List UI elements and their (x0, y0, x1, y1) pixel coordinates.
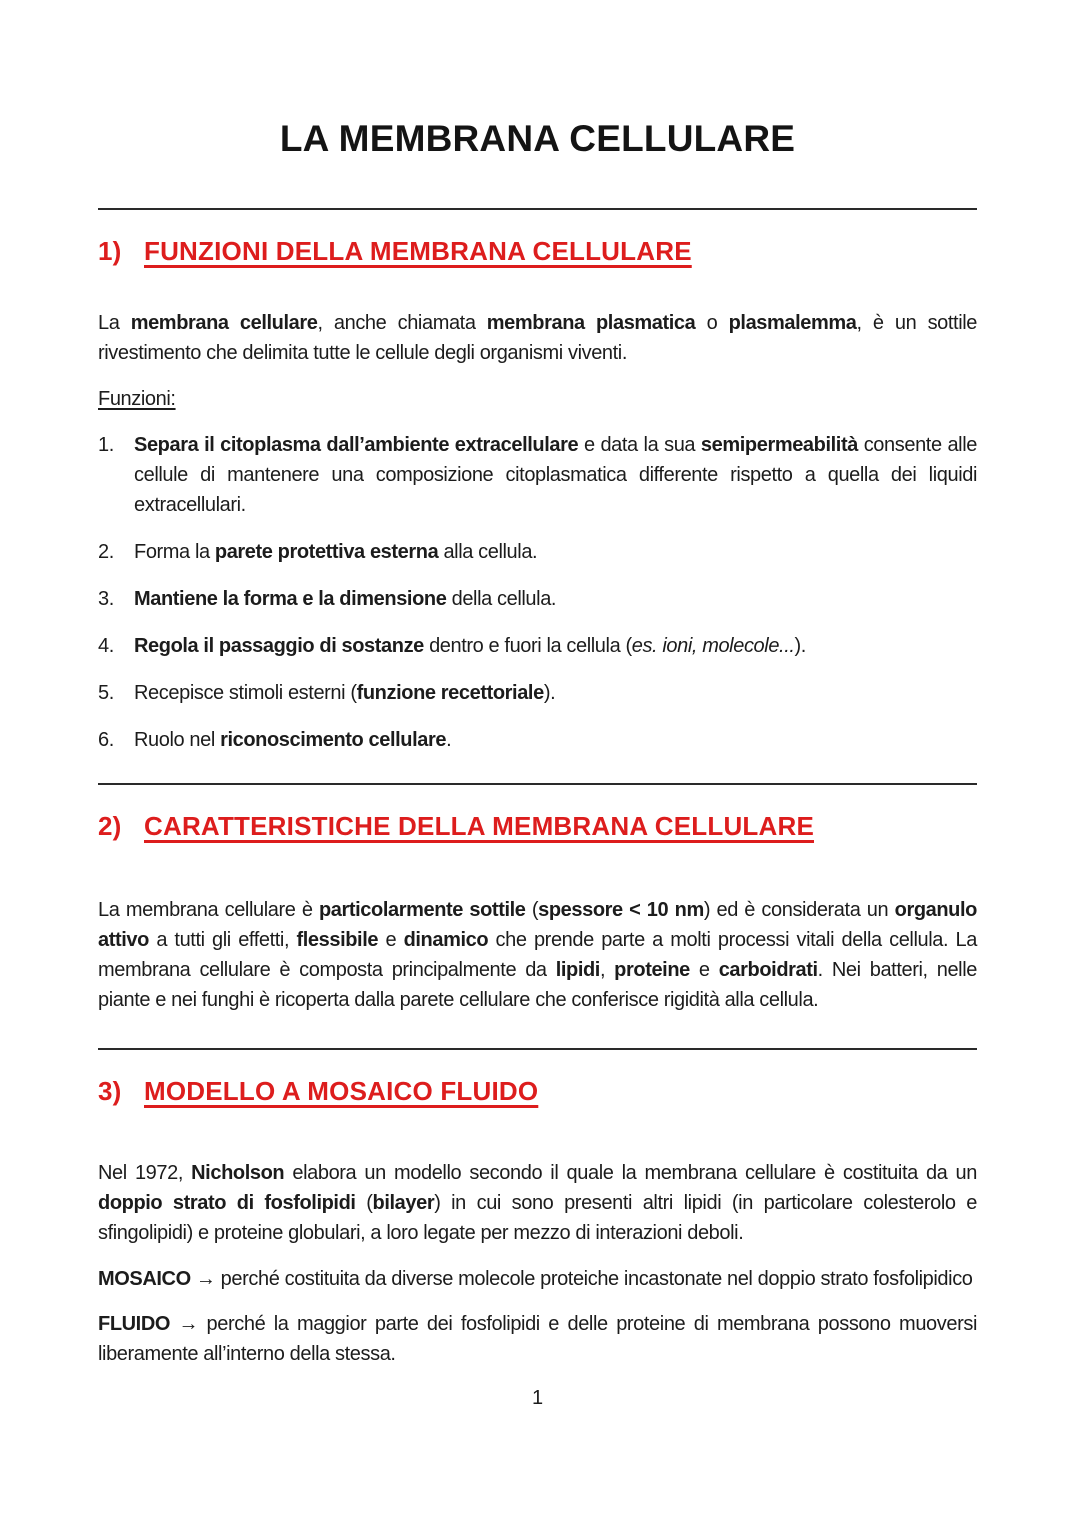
section-2-heading (98, 809, 977, 843)
list-item-1 (98, 430, 977, 520)
section-1-intro-paragraph: La membrana cellulare, anche chiamata membrana plasmatica o plasmalemma, è un sottile rivestimento che delimita tutte le cellule degli organismi viventi. (98, 312, 978, 364)
page-title: LA MEMBRANA CELLULARE (279, 118, 796, 159)
list-item-4-text: Regola il passaggio di sostanze dentro e fuori la cellula (es. ioni, molecole...). (134, 635, 806, 657)
section-3-number: 3) (98, 1076, 122, 1106)
horizontal-rule-1 (98, 208, 977, 210)
section-3-heading (98, 1074, 977, 1108)
list-item-4 (98, 631, 977, 661)
section-2-number: 2) (98, 811, 122, 841)
list-item-2-number: 2. (98, 541, 114, 563)
list-item-5 (98, 678, 977, 708)
section-2-title: CARATTERISTICHE DELLA MEMBRANA CELLULARE (144, 811, 814, 841)
list-item-3-text: Mantiene la forma e la dimensione della cellula. (134, 588, 557, 610)
list-item-4-number: 4. (98, 635, 114, 657)
list-item-6 (98, 725, 977, 755)
section-1-heading (98, 234, 977, 268)
list-item-1-text: Separa il citoplasma dall’ambiente extracellulare e data la sua semipermeabilità consente alle cellule di mantenere una composizione citoplasmatica differente rispetto a quella dei liquidi extracellulari. (134, 434, 977, 516)
list-item-5-text: Recepisce stimoli esterni (funzione recettoriale). (134, 682, 556, 704)
list-item-6-number: 6. (98, 729, 114, 751)
section-3-paragraph-mosaico: MOSAICO → perché costituita da diverse molecole proteiche incastonate nel doppio strato fosfolipidico (98, 1268, 973, 1290)
section-2-paragraph: La membrana cellulare è particolarmente sottile (spessore < 10 nm) ed è considerata un organulo attivo a tutti gli effetti, flessibile e dinamico che prende parte a molti processi vitali della cellula. La membrana cellulare è composta principalmente da lipidi, proteine e carboidrati. Nei batteri, nelle piante e nei funghi è ricoperta dalla parete cellulare che conferisce rigidità alla cellula. (98, 899, 977, 1011)
list-item-2-text: Forma la parete protettiva esterna alla cellula. (134, 541, 538, 563)
page-number: 1 (531, 1387, 544, 1409)
horizontal-rule-2 (98, 783, 977, 785)
section-1-number: 1) (98, 236, 122, 266)
functions-list-label: Funzioni: (98, 388, 176, 410)
horizontal-rule-3 (98, 1048, 977, 1050)
section-3-paragraph-1: Nel 1972, Nicholson elabora un modello secondo il quale la membrana cellulare è costituita da un doppio strato di fosfolipidi (bilayer) in cui sono presenti altri lipidi (in particolare colesterolo e sfingolipidi) e proteine globulari, a loro legate per mezzo di interazioni deboli. (98, 1162, 978, 1244)
list-item-1-number: 1. (98, 434, 114, 456)
list-item-5-number: 5. (98, 682, 114, 704)
section-3-title: MODELLO A MOSAICO FLUIDO (144, 1076, 539, 1106)
section-3-paragraph-fluido: FLUIDO → perché la maggior parte dei fosfolipidi e delle proteine di membrana possono muoversi liberamente all’interno della stessa. (98, 1313, 977, 1365)
list-item-6-text: Ruolo nel riconoscimento cellulare. (134, 729, 452, 751)
list-item-3 (98, 584, 977, 614)
list-item-3-number: 3. (98, 588, 114, 610)
functions-list (98, 430, 977, 755)
list-item-2 (98, 537, 977, 567)
section-1-title: FUNZIONI DELLA MEMBRANA CELLULARE (144, 236, 692, 266)
